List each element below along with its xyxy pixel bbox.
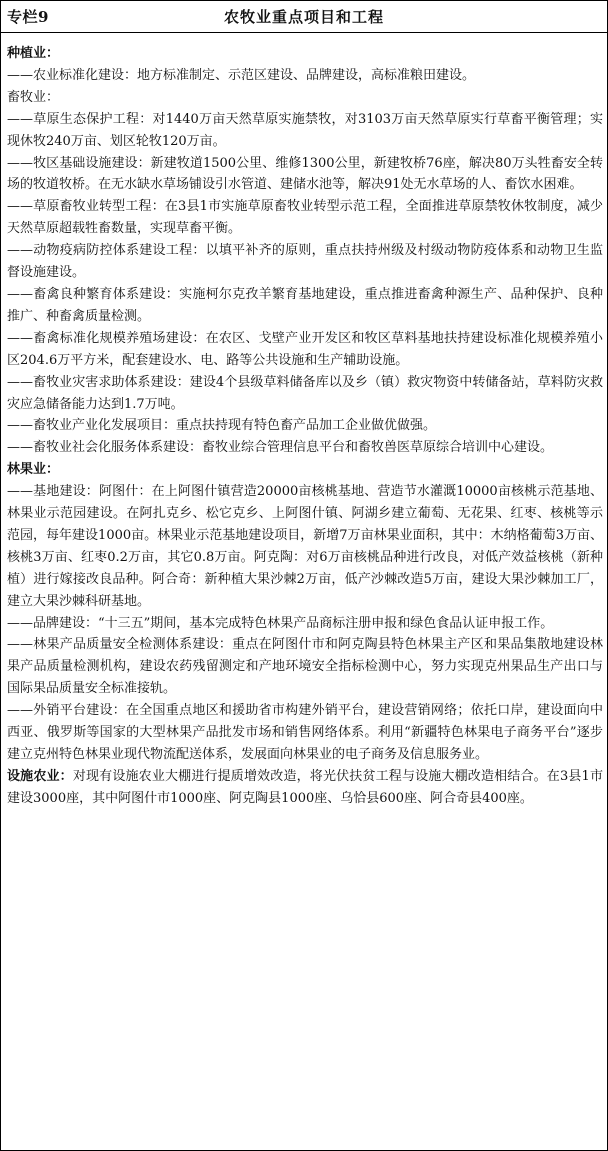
livestock-item: ——畜禽良种繁育体系建设：实施柯尔克孜羊繁育基地建设，重点推进畜禽种源生产、品种保护、良种推广、种畜禽质量检测。 xyxy=(7,286,603,324)
forestry-item: ——林果产品质量安全检测体系建设：重点在阿图什市和阿克陶县特色林果主产区和果品集散地建设林果产品质量检测机构，建设农药残留测定和产地环境安全指标检测中心，努力实现克州果品生产出口与国际果品质量安全标准接轨。 xyxy=(7,637,603,697)
forestry-item: ——品牌建设：“十三五”期间，基本完成特色林果产品商标注册申报和绿色食品认证申报工作。 xyxy=(7,615,554,631)
planting-item: ——农业标准化建设：地方标准制定、示范区建设、品牌建设，高标准粮田建设。 xyxy=(7,67,476,83)
column-content xyxy=(1,33,607,810)
section-heading-facility: 设施农业： xyxy=(7,768,73,784)
column-number: 专栏9 xyxy=(7,8,49,26)
livestock-item: ——畜牧业社会化服务体系建设：畜牧业综合管理信息平台和畜牧兽医草原综合培训中心建设。 xyxy=(7,440,554,456)
livestock-item: ——畜禽标准化规模养殖场建设：在农区、戈壁产业开发区和牧区草料基地扶持建设标准化规模养殖小区204.6万平方米，配套建设水、电、路等公共设施和生产辅助设施。 xyxy=(7,330,603,368)
section-heading-forestry-fruit: 林果业： xyxy=(7,462,60,478)
column-header xyxy=(1,1,607,33)
livestock-item: ——动物疫病防控体系建设工程：以填平补齐的原则，重点扶持州级及村级动物防疫体系和动物卫生监督设施建设。 xyxy=(7,243,603,281)
facility-paragraph xyxy=(7,766,603,810)
section-heading-planting: 种植业： xyxy=(7,46,60,61)
section-heading-livestock: 畜牧业： xyxy=(7,89,60,105)
livestock-item: ——草原生态保护工程：对1440万亩天然草原实施禁牧，对3103万亩天然草原实行草畜平衡管理；实现休牧240万亩、划区轮牧120万亩。 xyxy=(7,111,603,149)
livestock-item: ——牧区基础设施建设：新建牧道1500公里、维修1300公里，新建牧桥76座，解决80万头牲畜安全转场的牧道牧桥。在无水缺水草场铺设引水管道、建储水池等，解决91处无水草场的人、畜饮水困难。 xyxy=(7,155,603,193)
livestock-item: ——草原畜牧业转型工程：在3县1市实施草原畜牧业转型示范工程，全面推进草原禁牧休牧制度，减少天然草原超载牲畜数量，实现草畜平衡。 xyxy=(7,199,603,237)
livestock-item: ——畜牧业产业化发展项目：重点扶持现有特色畜产品加工企业做优做强。 xyxy=(7,418,437,434)
livestock-item: ——畜牧业灾害求助体系建设：建设4个县级草料储备库以及乡（镇）救灾物资中转储备站，草料防灾救灾应急储备能力达到1.7万吨。 xyxy=(7,374,603,412)
column-title: 农牧业重点项目和工程 xyxy=(223,8,384,26)
facility-text: 对现有设施农业大棚进行提质增效改造，将光伏扶贫工程与设施大棚改造相结合。在3县1市建设3000座，其中阿图什市1000座、阿克陶县1000座、乌恰县600座、阿合奇县400座。 xyxy=(7,768,603,806)
forestry-item: ——基地建设：阿图什：在上阿图什镇营造20000亩核桃基地、营造节水灌溉10000亩核桃示范基地、林果业示范园建设。在阿扎克乡、松它克乡、上阿图什镇、阿湖乡建立葡萄、无花果、红枣、核桃等示范园，每年建设1000亩。林果业示范基地建设项目，新增7万亩林果业面积，其中：木纳格葡萄3万亩、核桃3万亩、红枣0.2万亩，其它0.8万亩。阿克陶：对6万亩核桃品种进行改良，对低产效益核桃（新种植）进行嫁接改良品种。阿合奇：新种植大果沙棘2万亩，低产沙棘改造5万亩，建设大果沙棘加工厂，建立大果沙棘科研基地。 xyxy=(7,484,603,609)
forestry-item: ——外销平台建设：在全国重点地区和援助省市构建外销平台，建设营销网络；依托口岸，建设面向中西亚、俄罗斯等国家的大型林果产品批发市场和销售网络体系。利用“新疆特色林果电子商务平台”逐步建立克州特色林果业现代物流配送体系，发展面向林果业的电子商务及信息服务业。 xyxy=(7,703,603,762)
